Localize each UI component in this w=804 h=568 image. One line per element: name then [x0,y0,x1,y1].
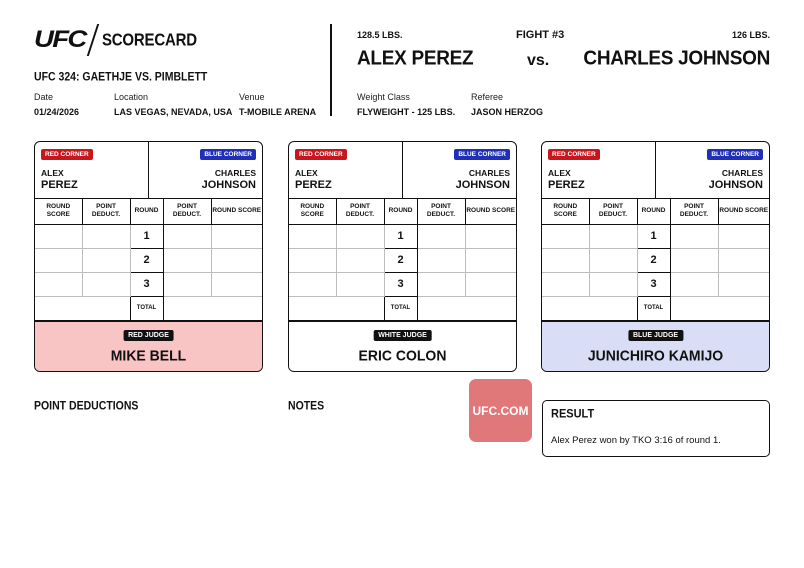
blue-deduct-cell[interactable] [417,248,465,272]
weight-class-value: FLYWEIGHT - 125 LBS. [357,106,456,118]
result-text: Alex Perez won by TKO 3:16 of round 1. [551,435,721,446]
blue-total-cell[interactable] [670,296,769,320]
judge-badge: RED JUDGE [123,330,174,341]
red-first-name: ALEX [295,168,318,178]
round-number: 1 [637,224,670,248]
corner-divider [655,142,656,199]
red-deduct-cell[interactable] [589,272,637,296]
blue-point-deduct-header: POINT DEDUCT. [417,199,465,224]
venue-label: Venue [239,92,265,102]
red-round-score-header: ROUND SCORE [542,199,589,224]
result-box [542,400,770,457]
blue-deduct-cell[interactable] [163,272,211,296]
judge-name: JUNICHIRO KAMIJO [587,346,724,364]
blue-last-name: JOHNSON [201,179,256,191]
round-row [289,248,516,272]
blue-deduct-cell[interactable] [163,248,211,272]
red-round-score-header: ROUND SCORE [289,199,336,224]
referee-value: JASON HERZOG [471,106,544,118]
blue-round-score-header: ROUND SCORE [718,199,769,224]
red-score-cell[interactable] [542,248,589,272]
blue-score-cell[interactable] [718,224,769,248]
notes-title: NOTES [288,399,325,413]
blue-score-cell[interactable] [465,272,516,296]
round-row [35,272,262,296]
event-name: UFC 324: GAETHJE VS. PIMBLETT [34,70,208,84]
blue-last-name: JOHNSON [455,179,510,191]
round-number: 2 [130,248,163,272]
judge-scorecard [541,141,770,372]
blue-score-cell[interactable] [211,272,262,296]
red-deduct-cell[interactable] [336,272,384,296]
meta-weight-class [357,92,455,117]
total-row [35,296,262,320]
venue-value: T-MOBILE ARENA [239,106,317,118]
location-value: LAS VEGAS, NEVADA, USA [114,106,233,118]
total-row [542,296,769,320]
red-deduct-cell[interactable] [336,224,384,248]
date-label: Date [34,92,54,102]
meta-referee [471,92,543,117]
judge-footer [542,321,769,372]
round-row [289,272,516,296]
red-point-deduct-header: POINT DEDUCT. [589,199,637,224]
corner-divider [402,142,403,199]
ufc-com-badge[interactable]: UFC.COM [469,379,532,442]
red-total-cell[interactable] [289,296,384,320]
red-fighter-weight: 128.5 LBS. [357,30,403,40]
red-deduct-cell[interactable] [82,224,130,248]
red-score-cell[interactable] [35,272,82,296]
weight-class-label: Weight Class [357,92,410,102]
blue-corner-fighter [202,167,256,191]
red-corner-fighter [41,167,78,191]
red-score-cell[interactable] [35,224,82,248]
corner-divider [148,142,149,199]
judge-footer [35,321,262,372]
blue-deduct-cell[interactable] [670,272,718,296]
blue-deduct-cell[interactable] [670,224,718,248]
red-total-cell[interactable] [35,296,130,320]
ufc-logo [34,24,197,56]
red-corner-badge: RED CORNER [295,149,347,160]
blue-round-score-header: ROUND SCORE [465,199,516,224]
blue-fighter-weight: 126 LBS. [731,30,770,40]
red-score-cell[interactable] [35,248,82,272]
total-row [289,296,516,320]
red-deduct-cell[interactable] [82,272,130,296]
red-point-deduct-header: POINT DEDUCT. [336,199,384,224]
red-round-score-header: ROUND SCORE [35,199,82,224]
round-row [542,224,769,248]
red-score-cell[interactable] [289,272,336,296]
blue-score-cell[interactable] [211,248,262,272]
red-deduct-cell[interactable] [589,248,637,272]
blue-total-cell[interactable] [163,296,262,320]
round-number: 2 [384,248,417,272]
round-number: 1 [130,224,163,248]
meta-location [114,92,232,117]
red-corner-badge: RED CORNER [41,149,93,160]
blue-corner-badge: BLUE CORNER [200,149,256,160]
total-label: TOTAL [384,296,417,320]
vs-label: vs. [527,52,550,69]
ufc-logo-mark: UFC [34,26,86,53]
blue-deduct-cell[interactable] [417,272,465,296]
score-grid [35,199,262,321]
blue-first-name: CHARLES [468,168,510,178]
blue-score-cell[interactable] [718,272,769,296]
result-title: RESULT [551,407,595,421]
blue-score-cell[interactable] [465,224,516,248]
blue-first-name: CHARLES [721,168,763,178]
meta-venue [239,92,316,117]
red-deduct-cell[interactable] [82,248,130,272]
red-first-name: ALEX [548,168,571,178]
meta-date [34,92,79,117]
blue-fighter-name: CHARLES JOHNSON [583,47,770,70]
total-label: TOTAL [130,296,163,320]
red-score-cell[interactable] [289,224,336,248]
total-label: TOTAL [637,296,670,320]
red-last-name: PEREZ [41,179,78,191]
round-number: 2 [637,248,670,272]
round-row [542,272,769,296]
blue-corner-badge: BLUE CORNER [707,149,763,160]
judge-footer [289,321,516,372]
round-number: 3 [384,272,417,296]
corner-header [35,142,262,199]
blue-total-cell[interactable] [417,296,516,320]
blue-round-score-header: ROUND SCORE [211,199,262,224]
judge-name: ERIC COLON [358,346,447,364]
red-deduct-cell[interactable] [336,248,384,272]
red-corner-fighter [295,167,332,191]
blue-corner-fighter [709,167,763,191]
round-number: 1 [384,224,417,248]
blue-deduct-cell[interactable] [670,248,718,272]
blue-deduct-cell[interactable] [163,224,211,248]
red-first-name: ALEX [41,168,64,178]
red-last-name: PEREZ [548,179,585,191]
judge-badge: WHITE JUDGE [373,330,432,341]
red-score-cell[interactable] [289,248,336,272]
corner-header [542,142,769,199]
blue-score-cell[interactable] [718,248,769,272]
round-header: ROUND [637,199,670,224]
red-deduct-cell[interactable] [589,224,637,248]
round-header: ROUND [130,199,163,224]
judge-badge: BLUE JUDGE [628,330,683,341]
referee-label: Referee [471,92,504,102]
red-fighter-name: ALEX PEREZ [357,47,474,70]
judge-name: MIKE BELL [110,346,187,364]
blue-score-cell[interactable] [465,248,516,272]
blue-point-deduct-header: POINT DEDUCT. [670,199,718,224]
red-last-name: PEREZ [295,179,332,191]
round-header: ROUND [384,199,417,224]
score-grid [289,199,516,321]
red-corner-badge: RED CORNER [548,149,600,160]
red-score-cell[interactable] [542,224,589,248]
round-row [542,248,769,272]
blue-corner-badge: BLUE CORNER [454,149,510,160]
point-deductions-title: POINT DEDUCTIONS [34,399,139,413]
judge-scorecard [34,141,263,372]
round-number: 3 [637,272,670,296]
round-row [289,224,516,248]
blue-point-deduct-header: POINT DEDUCT. [163,199,211,224]
scorecard-title: SCORECARD [102,30,197,50]
score-grid [542,199,769,321]
red-corner-fighter [548,167,585,191]
round-row [35,248,262,272]
red-total-cell[interactable] [542,296,637,320]
blue-deduct-cell[interactable] [417,224,465,248]
round-number: 3 [130,272,163,296]
round-row [35,224,262,248]
header-divider [330,24,332,116]
location-label: Location [114,92,149,102]
blue-score-cell[interactable] [211,224,262,248]
corner-header [289,142,516,199]
red-score-cell[interactable] [542,272,589,296]
judge-scorecard [288,141,517,372]
blue-last-name: JOHNSON [708,179,763,191]
date-value: 01/24/2026 [34,106,80,118]
red-point-deduct-header: POINT DEDUCT. [82,199,130,224]
fight-number: FIGHT #3 [516,29,565,41]
blue-corner-fighter [456,167,510,191]
blue-first-name: CHARLES [214,168,256,178]
